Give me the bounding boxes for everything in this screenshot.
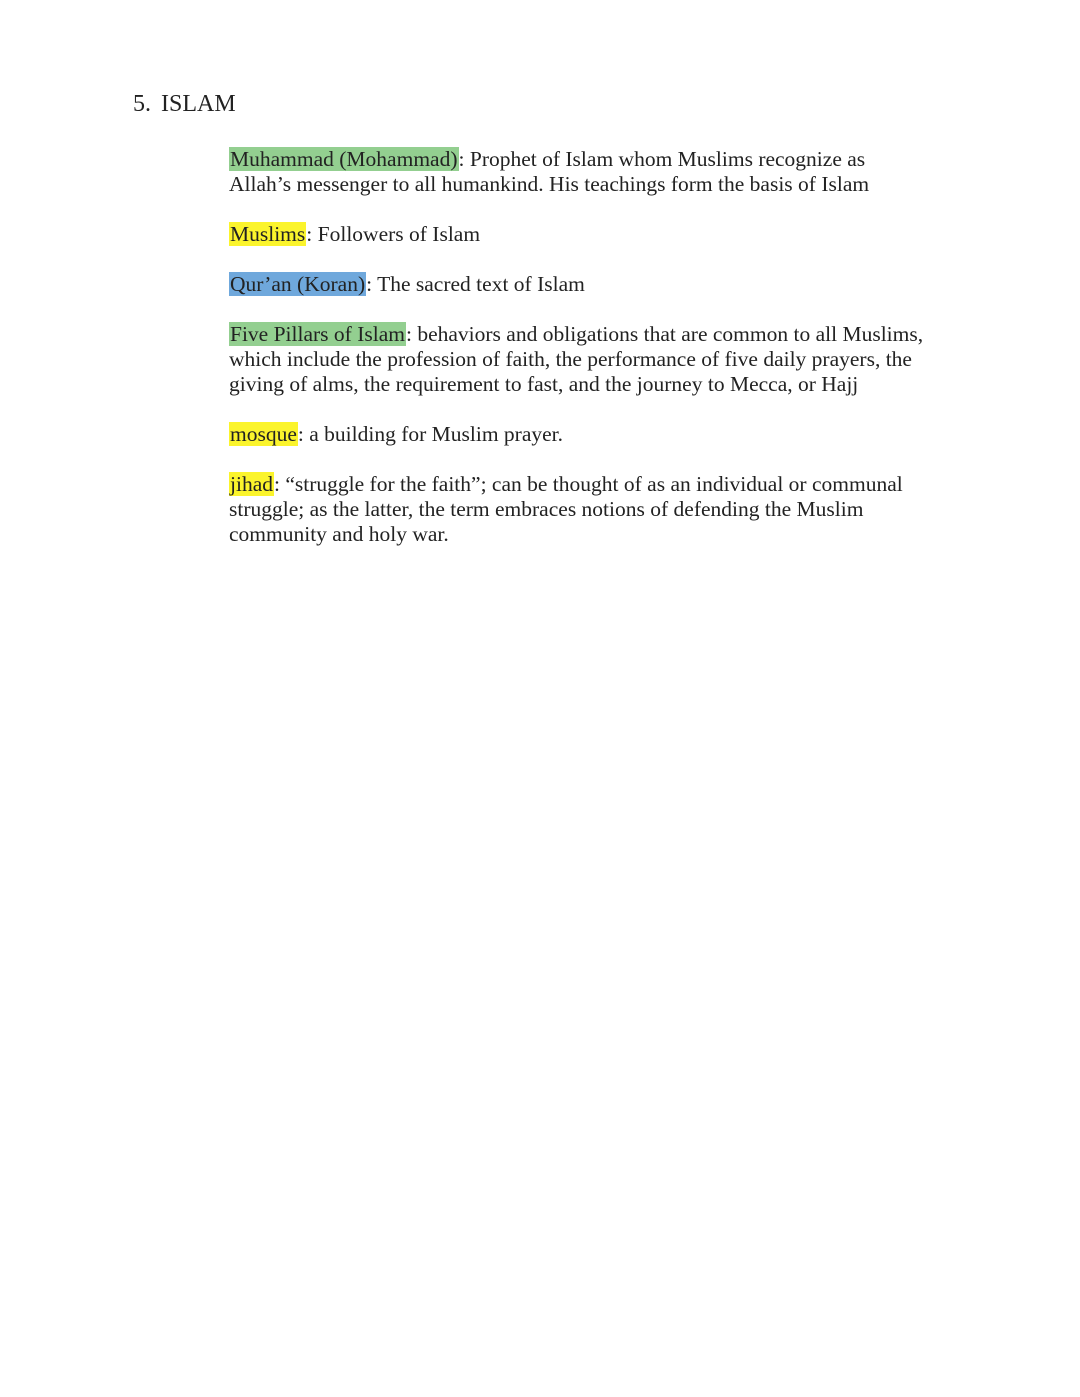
term-highlight: mosque (230, 422, 297, 446)
term-entry-jihad: jihad: “struggle for the faith”; can be thought of as an individual or communal struggle; as the latter, the term embraces notions of defending the Muslim community and holy war. (229, 472, 903, 546)
term-highlight: Qur’an (Koran) (230, 272, 366, 296)
term-list (229, 147, 1019, 572)
term-entry-muslims: Muslims: Followers of Islam (230, 222, 481, 246)
term-highlight: jihad (230, 472, 273, 496)
definition-line: Prophet of Islam whom Muslims recognize as (469, 147, 866, 171)
term-entry-muhammad: Muhammad (Mohammad): Prophet of Islam whom Muslims recognize as Allah’s messenger to all humankind. His teachings form the basis of Islam (229, 147, 870, 196)
definition-line: Followers of Islam (317, 222, 481, 246)
section-heading (133, 88, 236, 120)
definition-line: giving of alms, the requirement to fast, and the journey to Mecca, or Hajj (229, 372, 859, 396)
term-entry-five-pillars: Five Pillars of Islam: behaviors and obligations that are common to all Muslims, which include the profession of faith, the performance of five daily prayers, the giving of alms, the requirement to fast, and the journey to Mecca, or Hajj (229, 322, 924, 396)
definition-line: which include the profession of faith, the performance of five daily prayers, the (229, 347, 912, 371)
definition-line: struggle; as the latter, the term embraces notions of defending the Muslim (229, 497, 864, 521)
term-entry-quran: Qur’an (Koran): The sacred text of Islam (230, 272, 585, 296)
definition-line: behaviors and obligations that are common to all Muslims, (417, 322, 924, 346)
definition-line: The sacred text of Islam (377, 272, 585, 296)
term-highlight: Muhammad (Mohammad) (230, 147, 458, 171)
definition-line: “struggle for the faith”; can be thought of as an individual or communal (285, 472, 903, 496)
section-number: 5. (133, 91, 151, 117)
definition-line: Allah’s messenger to all humankind. His teachings form the basis of Islam (229, 172, 870, 196)
definition-line: a building for Muslim prayer. (309, 422, 564, 446)
term-highlight: Muslims (230, 222, 306, 246)
definition-line: community and holy war. (229, 522, 449, 546)
term-entry-mosque: mosque: a building for Muslim prayer. (230, 422, 564, 446)
section-title: ISLAM (161, 91, 236, 117)
term-highlight: Five Pillars of Islam (230, 322, 405, 346)
